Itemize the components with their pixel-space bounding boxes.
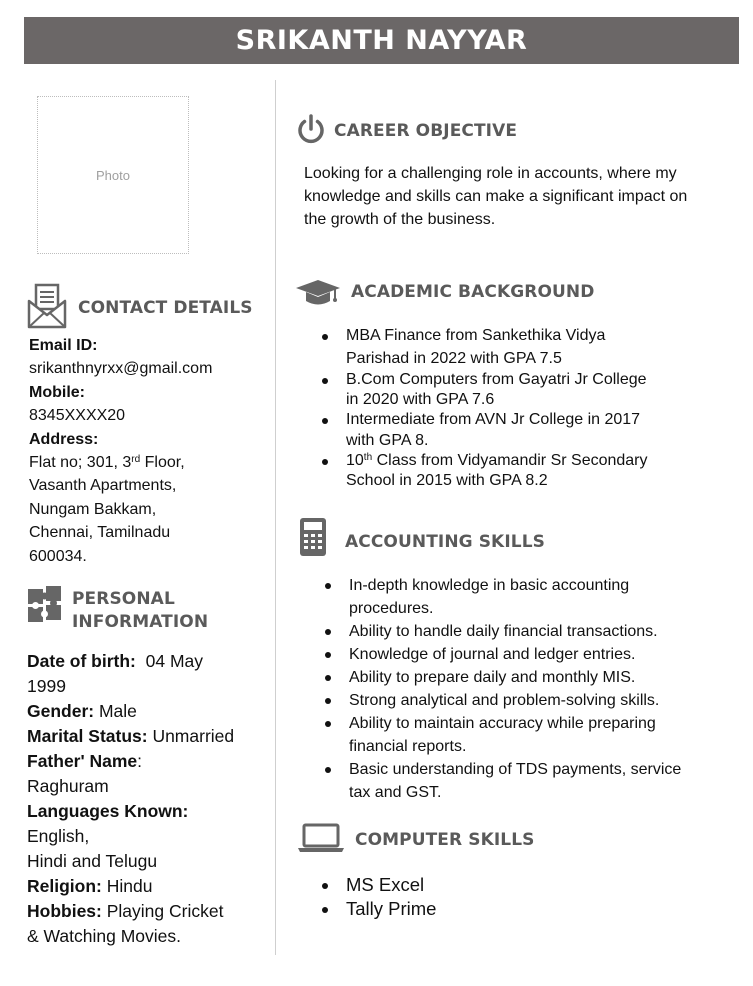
address-label: Address: bbox=[29, 430, 99, 448]
accounting-skills-heading: ACCOUNTING SKILLS bbox=[345, 532, 545, 552]
list-item: 10th Class from Vidyamandir Sr Secondary School in 2015 with GPA 8.2 bbox=[319, 451, 699, 492]
career-objective-text bbox=[304, 162, 744, 231]
power-icon bbox=[296, 114, 326, 146]
computer-skills-heading: COMPUTER SKILLS bbox=[355, 830, 535, 850]
column-divider bbox=[275, 80, 276, 955]
calculator-icon bbox=[299, 517, 327, 557]
personal-info-heading-line-1: PERSONAL bbox=[72, 589, 175, 609]
email-value: srikanthnyrxx@gmail.com bbox=[29, 360, 213, 378]
religion-row: Religion: Hindu bbox=[27, 876, 153, 896]
list-item: Knowledge of journal and ledger entries. bbox=[322, 643, 732, 666]
academic-list bbox=[319, 325, 699, 491]
dob-year: 1999 bbox=[27, 676, 66, 696]
list-item: Strong analytical and problem-solving skills. bbox=[322, 689, 732, 712]
list-item: Tally Prime bbox=[319, 897, 619, 921]
laptop-icon bbox=[297, 823, 345, 853]
computer-skills-list bbox=[319, 873, 619, 921]
graduation-cap-icon bbox=[294, 279, 342, 307]
accounting-skills-list bbox=[322, 574, 732, 804]
puzzle-icon bbox=[27, 585, 63, 623]
list-item: Basic understanding of TDS payments, service tax and GST. bbox=[322, 758, 732, 804]
personal-info-heading-line-2: INFORMATION bbox=[72, 612, 209, 632]
address-line-5: 600034. bbox=[29, 547, 87, 565]
address-line-1: Flat no; 301, 3rd Floor, bbox=[29, 454, 185, 472]
career-line-2: knowledge and skills can make a significant impact on bbox=[304, 188, 688, 205]
contact-details-body bbox=[29, 334, 269, 568]
mobile-label: Mobile: bbox=[29, 383, 85, 401]
mobile-value: 8345XXXX20 bbox=[29, 407, 126, 425]
marital-row: Marital Status: Unmarried bbox=[27, 726, 235, 746]
resume-header bbox=[24, 17, 739, 64]
list-item: Ability to prepare daily and monthly MIS. bbox=[322, 666, 732, 689]
list-item: Ability to maintain accuracy while preparing financial reports. bbox=[322, 712, 732, 758]
career-line-1: Looking for a challenging role in accounts, where my bbox=[304, 165, 677, 182]
hobbies-row: Hobbies: Playing Cricket bbox=[27, 901, 224, 921]
contact-details-heading: CONTACT DETAILS bbox=[78, 298, 253, 318]
address-line-3: Nungam Bakkam, bbox=[29, 500, 157, 518]
dob-row: Date of birth: 04 May bbox=[27, 651, 204, 671]
personal-info-heading bbox=[72, 588, 208, 634]
list-item: Intermediate from AVN Jr College in 2017 with GPA 8. bbox=[319, 410, 699, 451]
languages-label: Languages Known: bbox=[27, 801, 189, 821]
academic-background-heading: ACADEMIC BACKGROUND bbox=[351, 282, 595, 302]
career-line-3: the growth of the business. bbox=[304, 211, 496, 228]
photo-label: Photo bbox=[96, 167, 130, 183]
father-value: Raghuram bbox=[27, 776, 109, 796]
father-row: Father' Name: bbox=[27, 751, 143, 771]
candidate-name: SRIKANTH NAYYAR bbox=[235, 25, 528, 56]
list-item: MBA Finance from Sankethika Vidya Parishad in 2022 with GPA 7.5 bbox=[319, 325, 699, 370]
address-line-2: Vasanth Apartments, bbox=[29, 477, 177, 495]
hobbies-line-2: & Watching Movies. bbox=[27, 926, 181, 946]
career-objective-heading: CAREER OBJECTIVE bbox=[334, 121, 518, 141]
list-item: Ability to handle daily financial transactions. bbox=[322, 620, 732, 643]
list-item: In-depth knowledge in basic accounting procedures. bbox=[322, 574, 732, 620]
address-line-4: Chennai, Tamilnadu bbox=[29, 524, 171, 542]
personal-info-body bbox=[27, 649, 267, 949]
languages-line-2: Hindi and Telugu bbox=[27, 851, 158, 871]
gender-row: Gender: Male bbox=[27, 701, 137, 721]
photo-placeholder bbox=[37, 96, 189, 254]
list-item: B.Com Computers from Gayatri Jr College in 2020 with GPA 7.6 bbox=[319, 370, 699, 411]
envelope-letter-icon bbox=[27, 283, 67, 329]
email-label: Email ID: bbox=[29, 337, 98, 354]
list-item: MS Excel bbox=[319, 873, 619, 897]
languages-line-1: English, bbox=[27, 826, 90, 846]
